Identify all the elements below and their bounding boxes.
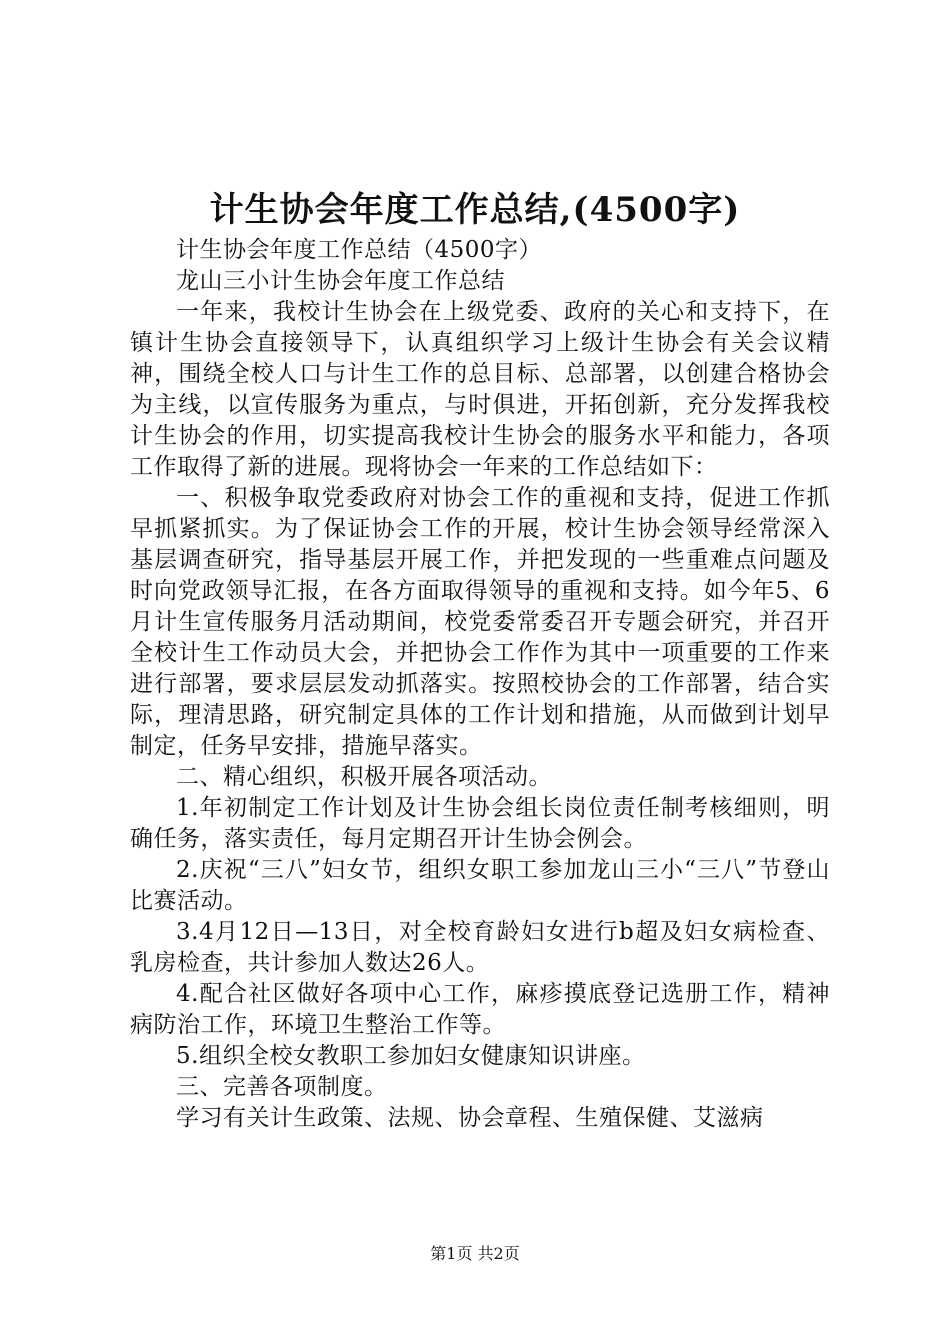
list-item-3: 3.4月12日—13日，对全校育龄妇女进行b超及妇女病检查、乳房检查，共计参加人数达26人。	[130, 919, 830, 976]
section-three-heading: 三、完善各项制度。	[176, 1074, 388, 1100]
section-two-heading: 二、精心组织，积极开展各项活动。	[176, 764, 552, 790]
list-item-5: 5.组织全校女教职工参加妇女健康知识讲座。	[176, 1043, 646, 1069]
section-three-paragraph: 学习有关计生政策、法规、协会章程、生殖保健、艾滋病	[176, 1105, 764, 1131]
document-title: 计生协会年度工作总结,(4500字)	[209, 190, 741, 230]
subtitle-paragraph: 计生协会年度工作总结（4500字）	[176, 237, 543, 263]
list-item-2: 2.庆祝“三八”妇女节，组织女职工参加龙山三小“三八”节登山比赛活动。	[130, 857, 830, 914]
list-item-4: 4.配合社区做好各项中心工作，麻疹摸底登记选册工作，精神病防治工作，环境卫生整治工作等。	[130, 981, 830, 1038]
document-body	[130, 235, 830, 1134]
list-item-1: 1.年初制定工作计划及计生协会组长岗位责任制考核细则，明确任务，落实责任，每月定期召开计生协会例会。	[130, 795, 830, 852]
page-footer: 第1页 共2页	[430, 1244, 520, 1263]
heading-paragraph: 龙山三小计生协会年度工作总结	[176, 268, 505, 294]
intro-paragraph: 一年来，我校计生协会在上级党委、政府的关心和支持下，在镇计生协会直接领导下，认真组织学习上级计生协会有关会议精神，围绕全校人口与计生工作的总目标、总部署，以创建合格协会为主线，以宣传服务为重点，与时俱进，开拓创新，充分发挥我校计生协会的作用，切实提高我校计生协会的服务水平和能力，各项工作取得了新的进展。现将协会一年来的工作总结如下：	[130, 299, 830, 480]
section-one-paragraph: 一、积极争取党委政府对协会工作的重视和支持，促进工作抓早抓紧抓实。为了保证协会工作的开展，校计生协会领导经常深入基层调查研究，指导基层开展工作，并把发现的一些重难点问题及时向党政领导汇报，在各方面取得领导的重视和支持。如今年5、6月计生宣传服务月活动期间，校党委常委召开专题会研究，并召开全校计生工作动员大会，并把协会工作作为其中一项重要的工作来进行部署，要求层层发动抓落实。按照校协会的工作部署，结合实际，理清思路，研究制定具体的工作计划和措施，从而做到计划早制定，任务早安排，措施早落实。	[130, 485, 830, 759]
